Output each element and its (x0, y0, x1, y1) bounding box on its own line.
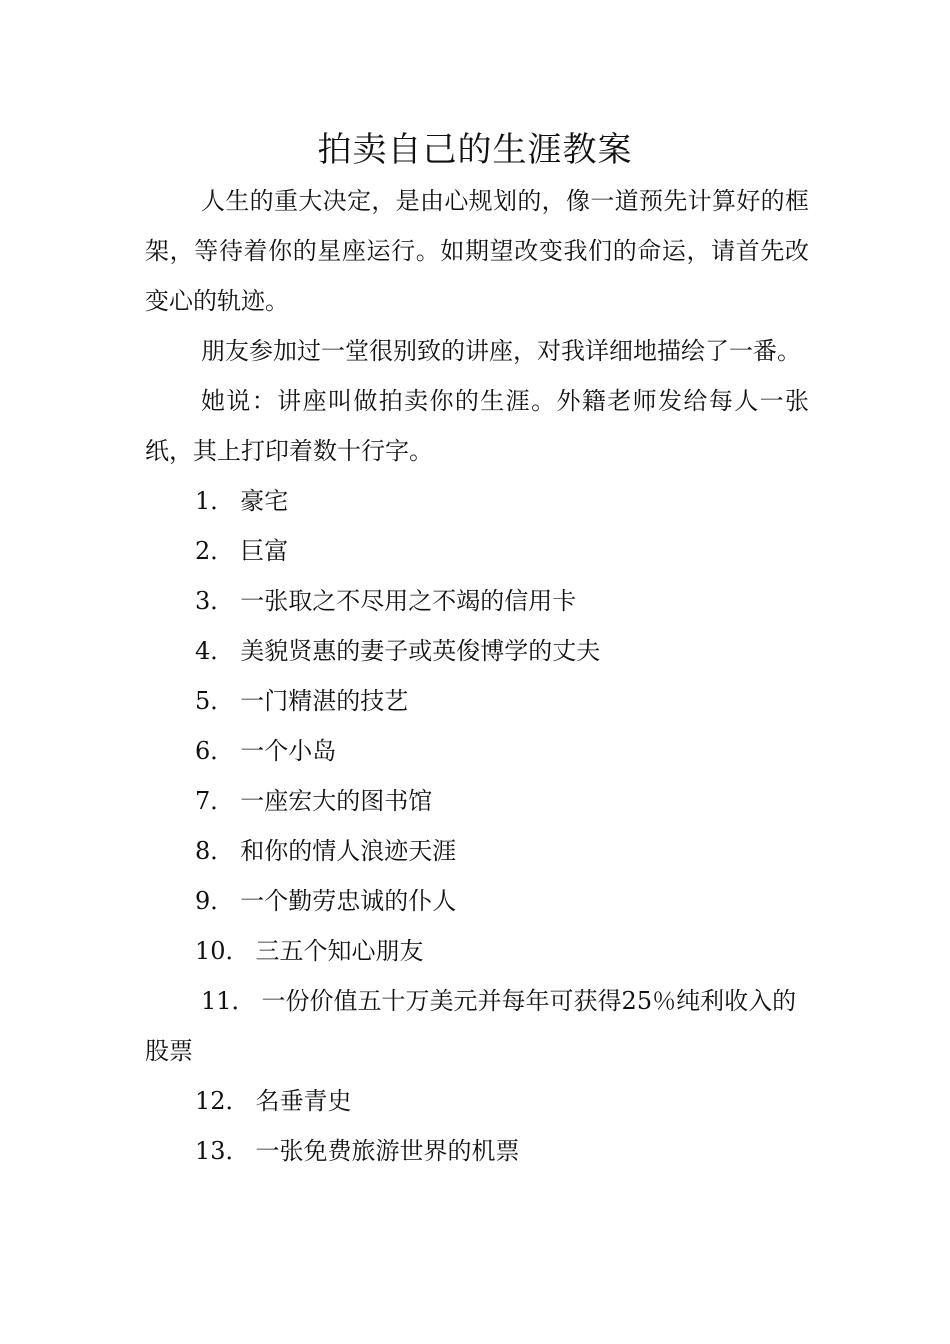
list-item-number: 2． (195, 537, 235, 565)
paragraph-friend: 朋友参加过一堂很别致的讲座，对我详细地描绘了一番。 (201, 337, 801, 365)
list-item-number: 4． (195, 637, 235, 665)
list-item-text: 和你的情人浪迹天涯 (240, 837, 457, 865)
list-item-text: 一张取之不尽用之不竭的信用卡 (240, 587, 577, 615)
list-item (145, 526, 809, 576)
list-item (145, 676, 809, 726)
list-item-text: 名垂青史 (255, 1087, 352, 1115)
list-item (145, 1126, 809, 1176)
list-item-text: 巨富 (240, 537, 289, 565)
list-item (145, 1076, 809, 1126)
list-item-number: 1． (195, 487, 235, 515)
list-item-number: 5． (195, 687, 235, 715)
list-item (145, 826, 809, 876)
list-item-number: 7． (195, 787, 235, 815)
list-item-number: 13． (195, 1137, 250, 1165)
list-item-number: 12． (195, 1087, 250, 1115)
list-item-number: 9． (195, 887, 235, 915)
list-item (145, 576, 809, 626)
list-item (145, 476, 809, 526)
list-item-text: 一座宏大的图书馆 (240, 787, 433, 815)
list-item (145, 926, 809, 976)
list-item (145, 726, 809, 776)
list-item-number: 3． (195, 587, 235, 615)
list-item-text: 一门精湛的技艺 (240, 687, 409, 715)
list-item-text: 一份价值五十万美元并每年可获得25％纯利收入的股票 (145, 987, 797, 1065)
list-item (145, 626, 809, 676)
document-body (145, 176, 809, 1176)
list-item-text: 美貌贤惠的妻子或英俊博学的丈夫 (240, 637, 601, 665)
list-item-text: 一张免费旅游世界的机票 (255, 1137, 520, 1165)
list-item-number: 11． (201, 987, 256, 1015)
paragraph-intro: 人生的重大决定，是由心规划的，像一道预先计算好的框架，等待着你的星座运行。如期望改变我们的命运，请首先改变心的轨迹。 (145, 187, 809, 315)
list-item-text: 三五个知心朋友 (255, 937, 424, 965)
list-item-text: 一个小岛 (240, 737, 337, 765)
auction-item-list (145, 476, 809, 1176)
list-item (145, 776, 809, 826)
list-item (145, 876, 809, 926)
list-item-number: 10． (195, 937, 250, 965)
list-item (145, 976, 809, 1076)
document-title: 拍卖自己的生涯教案 (317, 130, 633, 170)
list-item-number: 6． (195, 737, 235, 765)
list-item-number: 8． (195, 837, 235, 865)
list-item-text: 豪宅 (240, 487, 289, 515)
list-item-text: 一个勤劳忠诚的仆人 (240, 887, 457, 915)
paragraph-lecture: 她说：讲座叫做拍卖你的生涯。外籍老师发给每人一张纸，其上打印着数十行字。 (145, 387, 809, 465)
